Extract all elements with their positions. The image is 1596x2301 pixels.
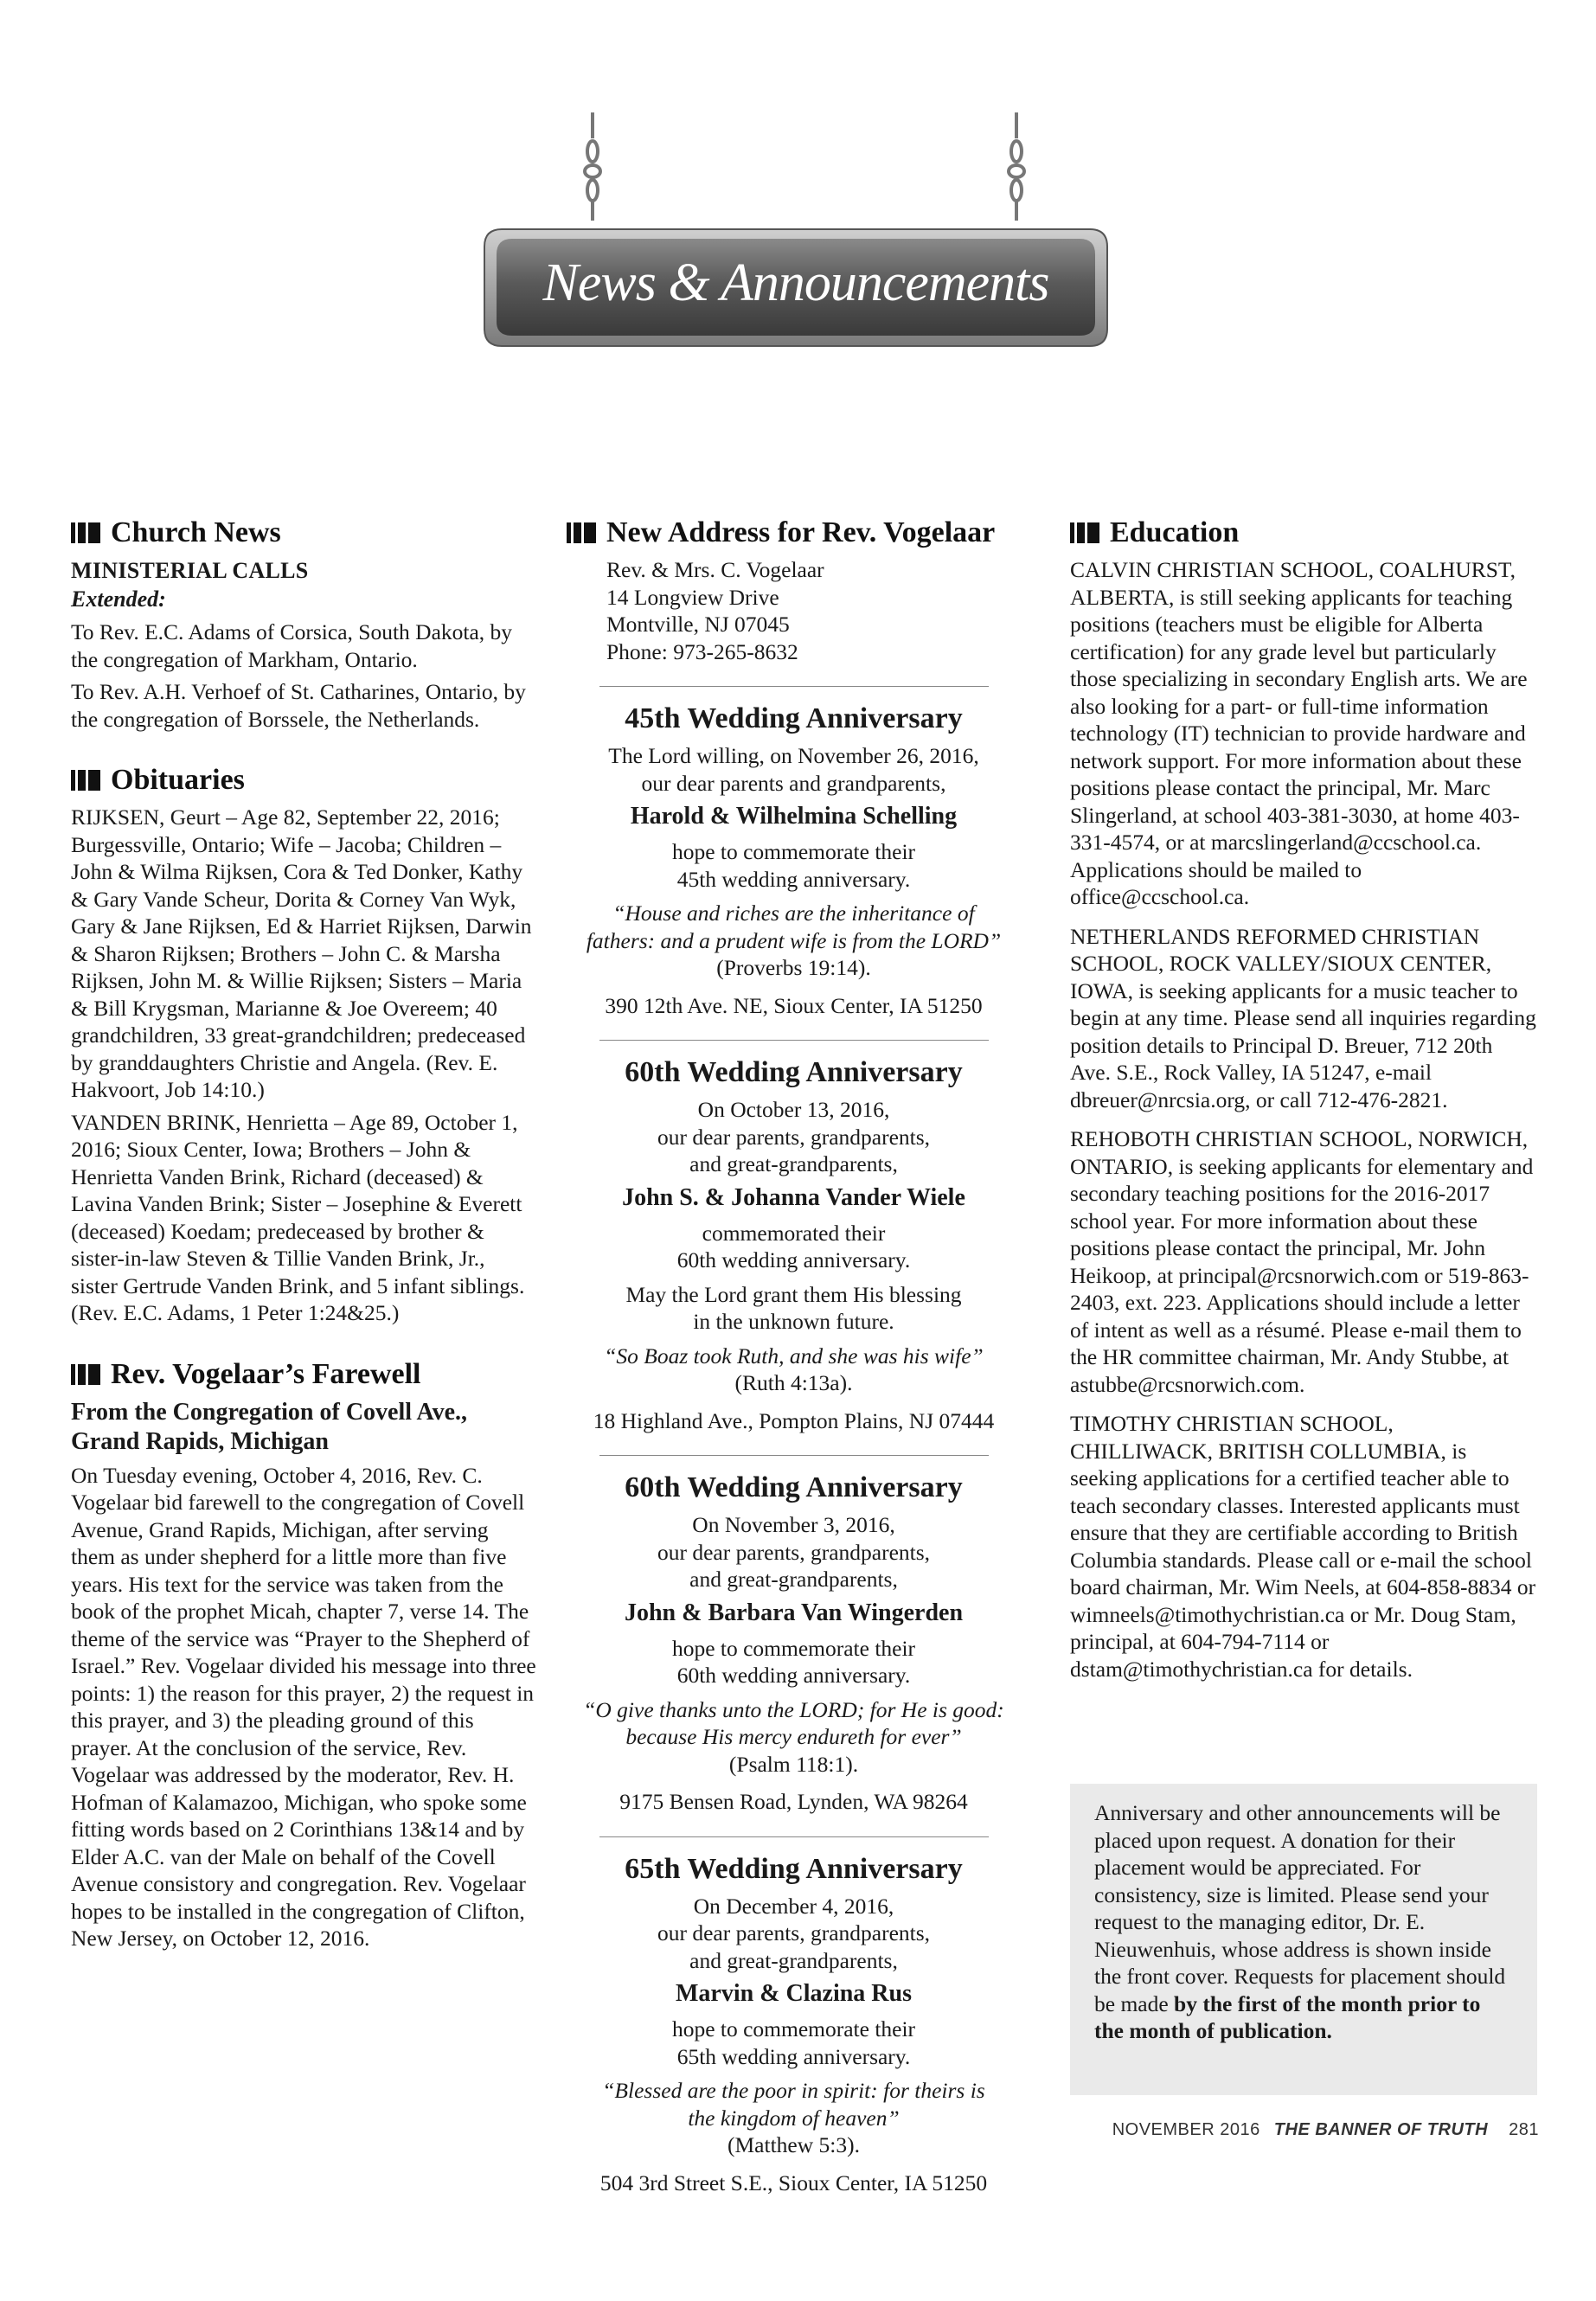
ministerial-calls-label: MINISTERIAL CALLS — [71, 558, 309, 583]
section-bars-icon — [1070, 522, 1099, 543]
scripture-reference: (Ruth 4:13a). — [734, 1370, 853, 1395]
scripture-reference: (Psalm 118:1). — [728, 1751, 859, 1777]
education-item: CALVIN CHRISTIAN SCHOOL, COALHURST, ALBERTA, is still seeking applicants for teaching positions (teachers must be eligible for Alberta certification) for any grade level but particularly those specializing in secondary English arts. We are also looking for a part- or full-time information technology (IT) technician to provide hardware and network support. For more information about these positions please contact the principal, Mr. Marc Slingerland, at school 403-381-3030, at home 403-331-4574, or at marcslingerland@ccschool.ca. Applications should be mailed to office@ccschool.ca. — [1070, 557, 1528, 909]
farewell-subtitle: From the Congregation of Covell Ave., Grand Rapids, Michigan — [71, 1398, 468, 1455]
couple-address: 504 3rd Street S.E., Sioux Center, IA 51250 — [599, 2170, 988, 2195]
farewell-body: On Tuesday evening, October 4, 2016, Rev. C. Vogelaar bid farewell to the congregation of Covell Avenue, Grand Rapids, Michigan, after serving them as under shepherd for a little more than five years. His text for the service was taken from the book of the prophet Micah, chapter 7, verse 14. The theme of the service was “Prayer to the Shepherd of Israel.” Rev. Vogelaar divided his message into three points: 1) the reason for this prayer, 2) the request in this prayer, and 3) the pleading ground of this prayer. At the conclusion of the service, Rev. Vogelaar was addressed by the moderator, Rev. H. Hofman of Kalamazoo, Michigan, who spoke some fitting words based on 2 Corinthians 13&14 and by Elder A.C. van der Male on behalf of the Covell Avenue consistory and congregation. Rev. Vogelaar hopes to be installed in the congregation of Clifton, New Jersey, on October 12, 2016. — [71, 1462, 536, 1951]
obituary-item: RIJKSEN, Geurt – Age 82, September 22, 2016; Burgessville, Ontario; Wife – Jacoba; Children – John & Wilma Rijksen, Cora & Ted Donker, Kathy & Gary Vande Scheur, Dorita & Corney Van Wyk, Gary & Jane Rijksen, Ed & Harriet Rijksen, Darwin & Sharon Rijksen; Brothers – John C. & Marsha Rijksen, John M. & Willie Rijksen; Sisters – Maria & Bill Krygsman, Marianne & Joe Overeem; 40 grandchildren, 33 great-grandchildren; predeceased by granddaughters Christie and Angela. (Rev. E. Hakvoort, Job 14:10.) — [71, 804, 532, 1102]
column-middle — [567, 515, 1021, 2196]
section-bars-icon — [567, 522, 596, 543]
obituaries-heading: Obituaries — [71, 762, 536, 798]
farewell-heading: Rev. Vogelaar’s Farewell — [71, 1356, 536, 1393]
divider — [599, 686, 989, 687]
couple-address: 18 Highland Ave., Pompton Plains, NJ 07444 — [593, 1407, 995, 1433]
page-number: 281 — [1509, 2120, 1539, 2139]
anniversary-title: 60th Wedding Anniversary — [625, 1471, 963, 1503]
new-address-heading: New Address for Rev. Vogelaar — [567, 515, 1021, 551]
education-item: REHOBOTH CHRISTIAN SCHOOL, NORWICH, ONTARIO, is seeking applicants for elementary and secondary teaching positions for the 2016-2017 school year. For more information about these positions please contact the principal, Mr. John Heikoop, at principal@rcsnorwich.com or 519-863-2403, ext. 223. Applications should include a letter of intent as well as a résumé. Please e-mail them to the HR committee chairman, Mr. Andy Stubbe, at astubbe@rcsnorwich.com. — [1070, 1126, 1534, 1397]
couple-names: Marvin & Clazina Rus — [676, 1980, 912, 2007]
column-right — [1070, 515, 1537, 1695]
scripture-verse: “So Boaz took Ruth, and she was his wife” — [604, 1343, 984, 1368]
couple-names: John & Barbara Van Wingerden — [624, 1599, 964, 1626]
anniversary-notice: 65th Wedding Anniversary On December 4, 2016, our dear parents, grandparents, and great-grandparents, Marvin & Clazina Rus hope to commemorate their 65th wedding anniversary. “Blessed are the poor in spirit: for theirs is the kingdom of heaven” (Matthew 5:3). 504 3rd Street S.E., Sioux Center, IA 51250 — [567, 1836, 1021, 2197]
address-line: Phone: 973-265-8632 — [606, 638, 798, 664]
new-address-block — [567, 556, 1021, 665]
couple-names: John S. & Johanna Vander Wiele — [622, 1183, 965, 1211]
scripture-verse: “O give thanks unto the LORD; for He is good: — [583, 1696, 1004, 1722]
anniversary-title: 45th Wedding Anniversary — [625, 702, 963, 734]
church-news-heading: Church News — [71, 515, 536, 551]
scripture-verse: the kingdom of heaven” — [688, 2105, 900, 2131]
header-sign — [467, 112, 1125, 363]
call-item: To Rev. A.H. Verhoef of St. Catharines, Ontario, by the congregation of Borssele, the Netherlands. — [71, 679, 526, 732]
address-line: 14 Longview Drive — [606, 584, 779, 610]
scripture-verse: fathers: and a prudent wife is from the LORD” — [586, 927, 1002, 953]
anniversary-title: 65th Wedding Anniversary — [625, 1852, 963, 1885]
divider — [599, 1836, 989, 1837]
education-item: NETHERLANDS REFORMED CHRISTIAN SCHOOL, ROCK VALLEY/SIOUX CENTER, IOWA, is seeking applicants for a music teacher to begin at any time. Please send all inquiries regarding position details to Principal D. Breuer, 712 20th Ave. S.E., Rock Valley, IA 51247, e-mail dbreuer@nrcsia.org, or call 712-476-2821. — [1070, 923, 1536, 1112]
scripture-verse: “House and riches are the inheritance of — [612, 901, 975, 926]
policy-text: Anniversary and other announcements will be placed upon request. A donation for their placement would be appreciated. For consistency, size is limited. Please send your request to the managing editor, Dr. E. Nieuwenhuis, whose address is shown inside the front cover. Requests for placement should be made — [1094, 1800, 1506, 2016]
call-item: To Rev. E.C. Adams of Corsica, South Dakota, by the congregation of Markham, Ontario. — [71, 619, 513, 672]
scripture-reference: (Matthew 5:3). — [727, 2132, 860, 2157]
couple-address: 390 12th Ave. NE, Sioux Center, IA 51250 — [605, 992, 983, 1018]
anniversary-title: 60th Wedding Anniversary — [625, 1056, 963, 1088]
page-title: News & Announcements — [542, 253, 1049, 312]
anniversary-notice: 45th Wedding Anniversary The Lord willing, on November 26, 2016, our dear parents and grandparents, Harold & Wilhelmina Schelling hope to commemorate their 45th wedding anniversary. “House and riches are the inheritance of fathers: and a prudent wife is from the LORD” (Proverbs 19:14). 390 12th Ave. NE, Sioux Center, IA 51250 — [567, 686, 1021, 1019]
education-heading: Education — [1070, 515, 1537, 551]
obituary-item: VANDEN BRINK, Henrietta – Age 89, October 1, 2016; Sioux Center, Iowa; Brothers – John & Henrietta Vanden Brink, Richard (deceased) & Lavina Vanden Brink; Sister – Josephine & Everett (deceased) Koedam; predeceased by brother & sister-in-law Steven & Tillie Vanden Brink, Jr., sister Gertrude Vanden Brink, and 5 infant siblings. (Rev. E.C. Adams, 1 Peter 1:24&25.) — [71, 1109, 525, 1325]
hanging-sign-graphic — [467, 112, 1125, 363]
divider — [599, 1455, 989, 1456]
policy-deadline: by the first of the month prior to the month of publication. — [1094, 1990, 1481, 2043]
extended-label: Extended: — [71, 586, 166, 612]
anniversary-notice: 60th Wedding Anniversary On November 3, 2016, our dear parents, grandparents, and great-grandparents, John & Barbara Van Wingerden hope to commemorate their 60th wedding anniversary. “O give thanks unto the LORD; for He is good: because His mercy endureth for ever” (Psalm 118:1). 9175 Bensen Road, Lynden, WA 98264 — [567, 1455, 1021, 1816]
divider — [599, 1040, 989, 1041]
scripture-verse: because His mercy endureth for ever” — [625, 1724, 962, 1749]
issue-date: NOVEMBER 2016 — [1112, 2120, 1260, 2139]
announcement-policy-box — [1070, 1784, 1537, 2095]
section-bars-icon — [71, 770, 100, 791]
left-chain — [585, 112, 600, 221]
couple-names: Harold & Wilhelmina Schelling — [630, 803, 958, 830]
couple-address: 9175 Bensen Road, Lynden, WA 98264 — [619, 1789, 968, 1814]
column-left — [71, 515, 536, 1958]
address-line: Rev. & Mrs. C. Vogelaar — [606, 557, 824, 582]
right-chain — [1009, 112, 1024, 221]
scripture-verse: “Blessed are the poor in spirit: for theirs is — [602, 2078, 985, 2103]
magazine-name: THE BANNER OF TRUTH — [1273, 2120, 1489, 2139]
address-line: Montville, NJ 07045 — [606, 612, 790, 637]
scripture-reference: (Proverbs 19:14). — [716, 955, 871, 980]
section-bars-icon — [71, 522, 100, 543]
anniversary-notice: 60th Wedding Anniversary On October 13, 2016, our dear parents, grandparents, and great-grandparents, John S. & Johanna Vander Wiele commemorated their 60th wedding anniversary. May the Lord grant them His blessing in the unknown future. “So Boaz took Ruth, and she was his wife” (Ruth 4:13a). 18 Highland Ave., Pompton Plains, NJ 07444 — [567, 1040, 1021, 1434]
section-bars-icon — [71, 1364, 100, 1385]
education-item: TIMOTHY CHRISTIAN SCHOOL, CHILLIWACK, BRITISH COLLUMBIA, is seeking applications for a certified teacher able to teach secondary classes. Interested applicants must ensure that they are certifiable according to British Columbia standards. Please call or e-mail the school board chairman, Mr. Wim Neels, at 604-858-8834 or wimneels@timothychristian.ca or Mr. Doug Stam, principal, at 604-794-7114 or dstam@timothychristian.ca for details. — [1070, 1411, 1536, 1682]
page-footer — [1112, 2120, 1539, 2140]
